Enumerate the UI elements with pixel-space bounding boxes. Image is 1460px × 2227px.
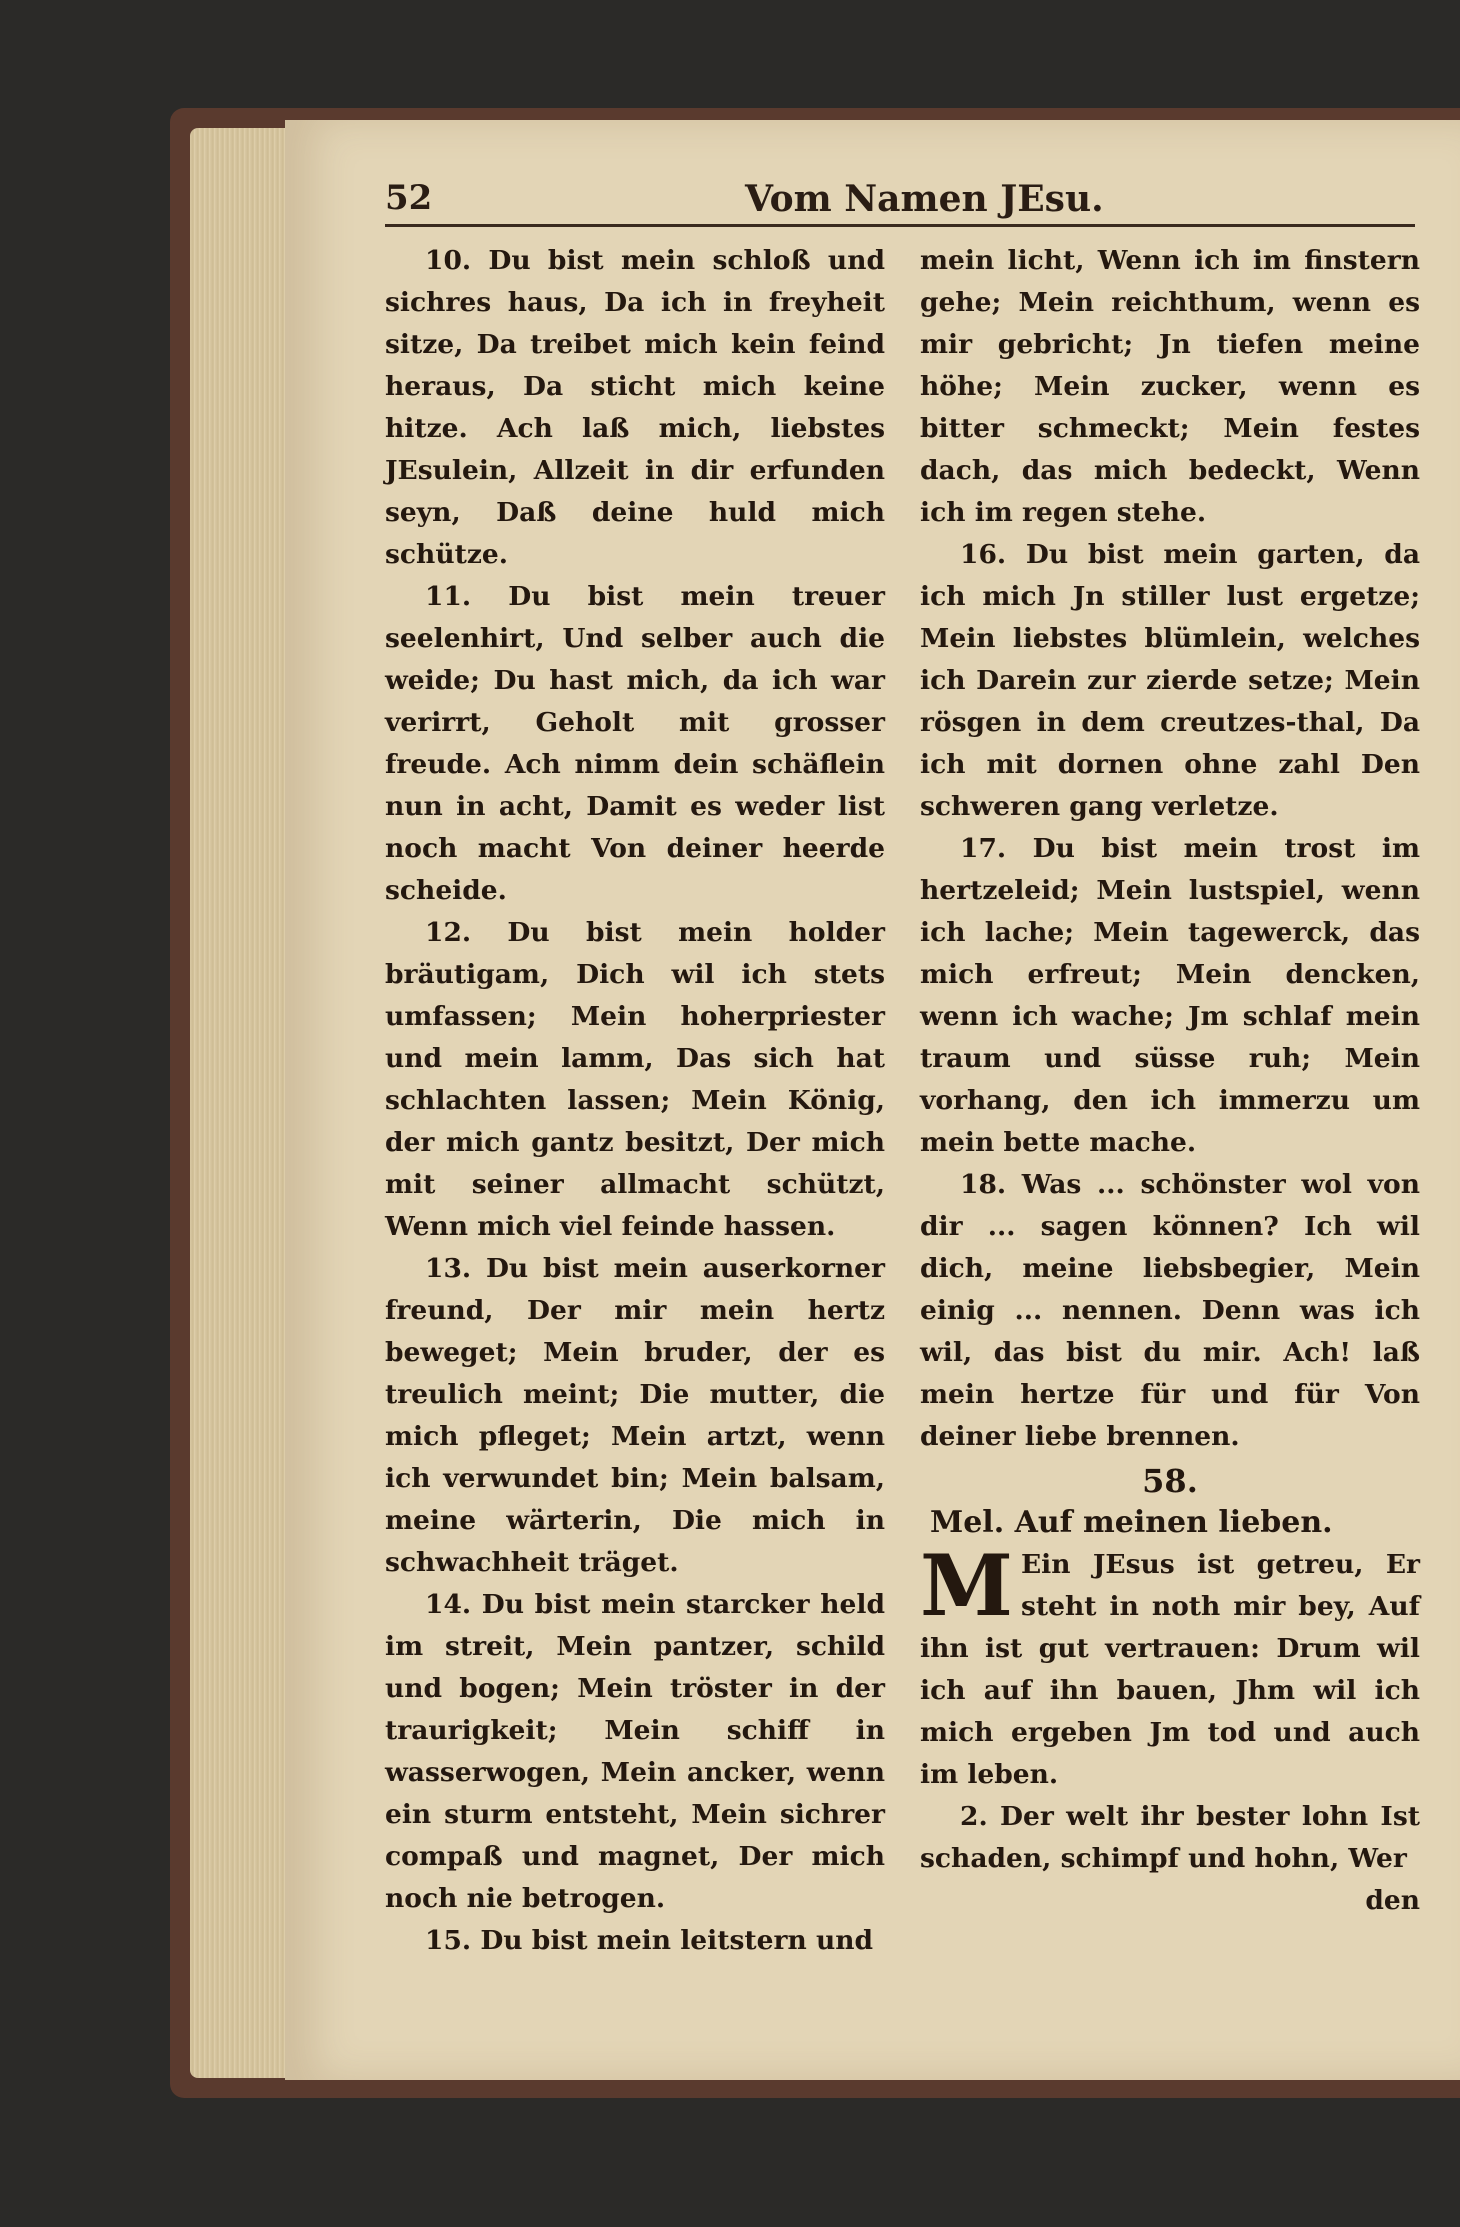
hymn-verse-1-text: Ein JEsus ist getreu, Er steht in noth mir bey, Auf ihn ist gut vertrauen: Drum wil ich auf ihn bauen, Jhm wil ich mich ergeben Jm tod und auch im leben. <box>920 1549 1420 1790</box>
melody-line: Mel. Auf meinen lieben. <box>930 1505 1333 1540</box>
verse-14: 14. Du bist mein starcker held im streit, Mein pantzer, schild und bogen; Mein tröster in der traurigkeit; Mein schiff in wasserwogen, Mein ancker, wenn ein sturm entsteht, Mein sichrer compaß und magnet, Der mich noch nie betrogen. <box>385 1589 885 1914</box>
dropcap-letter: M <box>920 1536 1013 1635</box>
verse-10: 10. Du bist mein schloß und sichres haus, Da ich in freyheit sitze, Da treibet mich kein feind heraus, Da sticht mich keine hitze. Ach laß mich, liebstes JEsulein, Allzeit in dir erfunden seyn, Daß deine huld mich schütze. <box>385 245 885 570</box>
verse-15-continued: mein licht, Wenn ich im finstern gehe; Mein reichthum, wenn es mir gebricht; Jn tiefen meine höhe; Mein zucker, wenn es bitter schmeckt; Mein festes dach, das mich bedeckt, Wenn ich im regen stehe. <box>920 245 1420 528</box>
page-number: 52 <box>385 178 433 218</box>
verse-18: 18. Was ... schönster wol von dir ... sagen können? Ich wil dich, meine liebsbegier, Mein einig ... nennen. Denn was ich wil, das bist du mir. Ach! laß mein hertze für und für Von deiner liebe brennen. <box>920 1169 1420 1452</box>
page-edges <box>190 128 290 2078</box>
catchword: den <box>1365 1885 1420 1916</box>
verse-16: 16. Du bist mein garten, da ich mich Jn stiller lust ergetze; Mein liebstes blümlein, welches ich Darein zur zierde setze; Mein rösgen in dem creutzes-thal, Da ich mit dornen ohne zahl Den schweren gang verletze. <box>920 539 1420 822</box>
verse-17: 17. Du bist mein trost im hertzeleid; Mein lustspiel, wenn ich lache; Mein tagewerck, das mich erfreut; Mein dencken, wenn ich wache; Jm schlaf mein traum und süsse ruh; Mein vorhang, den ich immerzu um mein bette mache. <box>920 833 1420 1158</box>
hymn-verse-1 <box>920 1536 1420 1796</box>
left-column <box>385 240 885 1962</box>
hymn-number: 58. <box>1142 1462 1198 1500</box>
verse-13: 13. Du bist mein auserkorner freund, Der mir mein hertz beweget; Mein bruder, der es treulich meint; Die mutter, die mich pfleget; Mein artzt, wenn ich verwundet bin; Mein balsam, meine wärterin, Die mich in schwachheit träget. <box>385 1253 885 1578</box>
verse-12: 12. Du bist mein holder bräutigam, Dich wil ich stets umfassen; Mein hoherpriester und mein lamm, Das sich hat schlachten lassen; Mein König, der mich gantz besitzt, Der mich mit seiner allmacht schützt, Wenn mich viel feinde hassen. <box>385 917 885 1242</box>
verse-11: 11. Du bist mein treuer seelenhirt, Und selber auch die weide; Du hast mich, da ich war verirrt, Geholt mit grosser freude. Ach nimm dein schäflein nun in acht, Damit es weder list noch macht Von deiner heerde scheide. <box>385 581 885 906</box>
hymn-verse-2: 2. Der welt ihr bester lohn Ist schaden, schimpf und hohn, Wer <box>920 1801 1420 1874</box>
running-title: Vom Namen JEsu. <box>745 178 1104 220</box>
page-header <box>385 178 1415 227</box>
right-column <box>920 240 1420 1922</box>
verse-15-start: 15. Du bist mein leitstern und <box>425 1925 874 1956</box>
